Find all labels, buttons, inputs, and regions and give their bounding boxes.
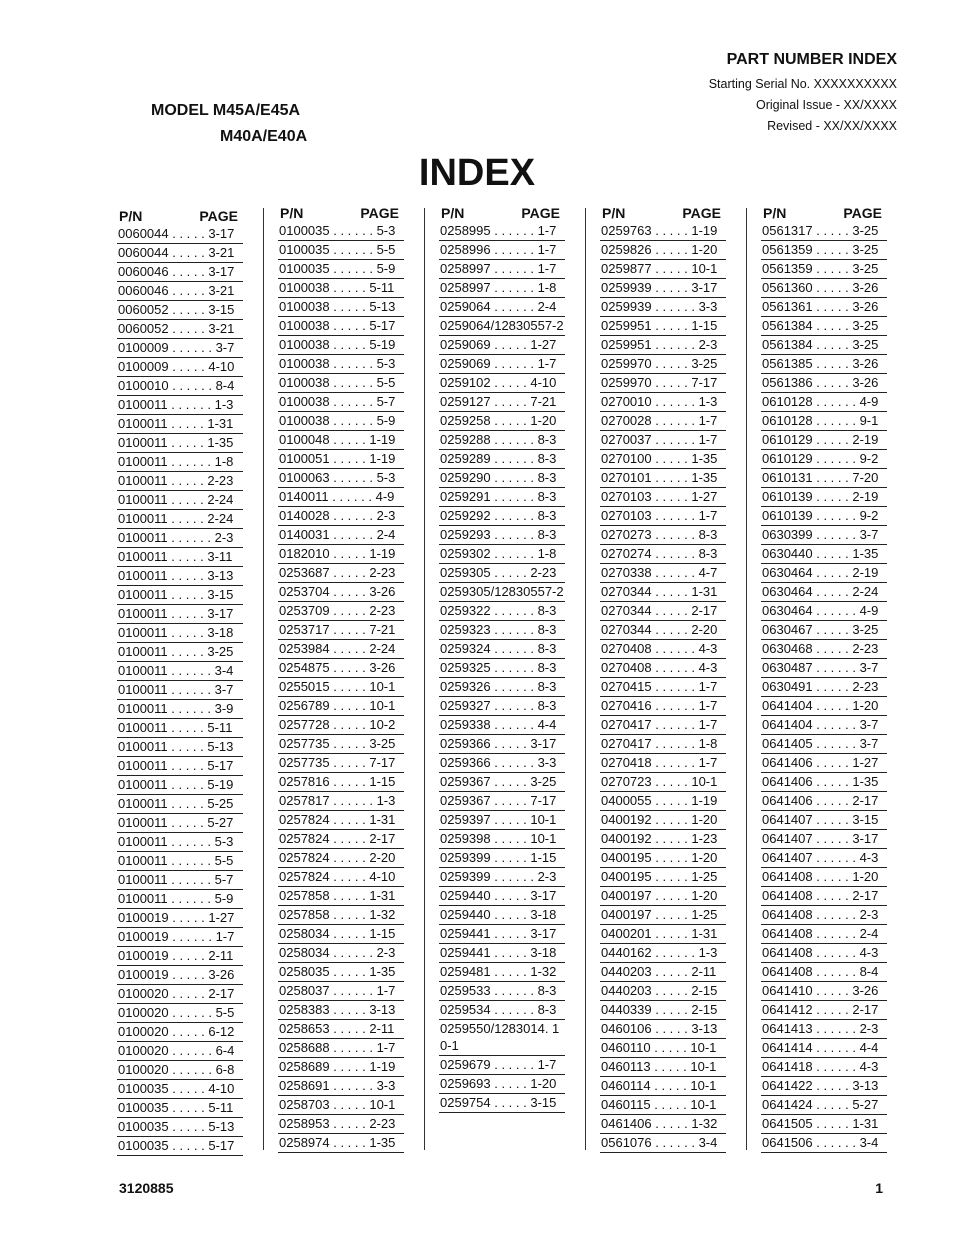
index-entry: 0259550/1283014. 10-1 (439, 1020, 565, 1056)
index-entry: 0060046 . . . . . 3-21 (117, 282, 243, 301)
index-entry: 0259102 . . . . . 4-10 (439, 374, 565, 393)
index-entry: 0630468 . . . . . 2-23 (761, 640, 887, 659)
index-entry: 0100020 . . . . . 2-17 (117, 985, 243, 1004)
index-entry: 0561384 . . . . . 3-25 (761, 336, 887, 355)
index-entry: 0400192 . . . . . 1-20 (600, 811, 726, 830)
index-entry: 0259693 . . . . . 1-20 (439, 1075, 565, 1094)
index-entry: 0400055 . . . . . 1-19 (600, 792, 726, 811)
index-entry: 0461406 . . . . . 1-32 (600, 1115, 726, 1134)
index-entry: 0253704 . . . . . 3-26 (278, 583, 404, 602)
index-entry: 0100011 . . . . . . 3-9 (117, 700, 243, 719)
index-entry: 0259481 . . . . . 1-32 (439, 963, 565, 982)
index-column-1 (117, 207, 243, 1156)
index-entry: 0259826 . . . . . 1-20 (600, 241, 726, 260)
index-entry: 0400201 . . . . . 1-31 (600, 925, 726, 944)
index-entry: 0641407 . . . . . . 4-3 (761, 849, 887, 868)
index-entry: 0100038 . . . . . . 5-9 (278, 412, 404, 431)
index-entry: 0561359 . . . . . 3-25 (761, 260, 887, 279)
index-entry: 0561317 . . . . . 3-25 (761, 222, 887, 241)
index-entry: 0641412 . . . . . 2-17 (761, 1001, 887, 1020)
index-column-5 (761, 204, 887, 1153)
index-entry: 0630399 . . . . . . 3-7 (761, 526, 887, 545)
index-entry: 0259325 . . . . . . 8-3 (439, 659, 565, 678)
index-entry: 0100035 . . . . . 5-17 (117, 1137, 243, 1156)
index-entry: 0270417 . . . . . . 1-7 (600, 716, 726, 735)
index-entry: 0641407 . . . . . 3-17 (761, 830, 887, 849)
index-entry: 0258974 . . . . . 1-35 (278, 1134, 404, 1153)
index-entry: 0100020 . . . . . . 6-4 (117, 1042, 243, 1061)
index-entry: 0270103 . . . . . 1-27 (600, 488, 726, 507)
index-entry: 0258037 . . . . . . 1-7 (278, 982, 404, 1001)
index-entry: 0100035 . . . . . . 5-9 (278, 260, 404, 279)
index-entry: 0259326 . . . . . . 8-3 (439, 678, 565, 697)
index-entry: 0100011 . . . . . 1-31 (117, 415, 243, 434)
index-entry: 0100020 . . . . . . 6-8 (117, 1061, 243, 1080)
index-entry: 0460113 . . . . . 10-1 (600, 1058, 726, 1077)
index-entry: 0641405 . . . . . . 3-7 (761, 735, 887, 754)
index-entry: 0100009 . . . . . 4-10 (117, 358, 243, 377)
header-block (709, 50, 897, 137)
index-entry: 0641408 . . . . . . 2-3 (761, 906, 887, 925)
index-entry: 0641404 . . . . . 1-20 (761, 697, 887, 716)
index-entry: 0100011 . . . . . 2-24 (117, 491, 243, 510)
index-entry: 0641413 . . . . . . 2-3 (761, 1020, 887, 1039)
index-entry: 0270723 . . . . . 10-1 (600, 773, 726, 792)
index-entry: 0256789 . . . . . 10-1 (278, 697, 404, 716)
index-entry: 0100011 . . . . . . 5-5 (117, 852, 243, 871)
index-entry: 0270100 . . . . . 1-35 (600, 450, 726, 469)
index-entry: 0100038 . . . . . 5-11 (278, 279, 404, 298)
index-entry: 0270010 . . . . . . 1-3 (600, 393, 726, 412)
index-entry: 0100011 . . . . . 3-25 (117, 643, 243, 662)
index-entry: 0258996 . . . . . . 1-7 (439, 241, 565, 260)
index-entry: 0257824 . . . . . 2-20 (278, 849, 404, 868)
pn-header: P/N (602, 205, 626, 221)
index-entry: 0259324 . . . . . . 8-3 (439, 640, 565, 659)
index-entry: 0400195 . . . . . 1-25 (600, 868, 726, 887)
index-column-3 (439, 204, 565, 1113)
index-entry: 0440339 . . . . . 2-15 (600, 1001, 726, 1020)
index-entry: 0100011 . . . . . . 3-7 (117, 681, 243, 700)
column-divider (263, 208, 264, 1150)
index-entry: 0610128 . . . . . . 9-1 (761, 412, 887, 431)
column-header (761, 204, 887, 222)
index-entry: 0610129 . . . . . 2-19 (761, 431, 887, 450)
index-entry: 0270408 . . . . . . 4-3 (600, 659, 726, 678)
index-entry: 0610131 . . . . . 7-20 (761, 469, 887, 488)
index-entry: 0100035 . . . . . 5-11 (117, 1099, 243, 1118)
index-entry: 0100035 . . . . . 4-10 (117, 1080, 243, 1099)
index-entry: 0630487 . . . . . . 3-7 (761, 659, 887, 678)
index-entry: 0257735 . . . . . 7-17 (278, 754, 404, 773)
index-entry: 0060052 . . . . . 3-15 (117, 301, 243, 320)
index-entry: 0641406 . . . . . 2-17 (761, 792, 887, 811)
model-line-2: M40A/E40A (220, 128, 308, 145)
index-entry: 0259440 . . . . . 3-17 (439, 887, 565, 906)
index-entry: 0641408 . . . . . 1-20 (761, 868, 887, 887)
index-entry: 0259763 . . . . . 1-19 (600, 222, 726, 241)
index-entry: 0641506 . . . . . . 3-4 (761, 1134, 887, 1153)
pn-header: P/N (763, 205, 787, 221)
column-divider (585, 208, 586, 1150)
index-entry: 0060044 . . . . . 3-17 (117, 225, 243, 244)
index-entry: 0641422 . . . . . 3-13 (761, 1077, 887, 1096)
index-entry: 0100038 . . . . . 5-13 (278, 298, 404, 317)
index-entry: 0259939 . . . . . 3-17 (600, 279, 726, 298)
index-entry: 0100011 . . . . . . 5-3 (117, 833, 243, 852)
index-entry: 0253984 . . . . . 2-24 (278, 640, 404, 659)
index-entry: 0100011 . . . . . 2-24 (117, 510, 243, 529)
index-entry: 0100038 . . . . . . 5-5 (278, 374, 404, 393)
index-entry: 0100035 . . . . . . 5-5 (278, 241, 404, 260)
index-entry: 0257728 . . . . . 10-2 (278, 716, 404, 735)
index-entry: 0258997 . . . . . . 1-7 (439, 260, 565, 279)
pn-header: P/N (441, 205, 465, 221)
index-entry: 0100038 . . . . . . 5-7 (278, 393, 404, 412)
revised-date: Revised - XX/XX/XXXX (767, 119, 897, 133)
index-entry: 0641418 . . . . . . 4-3 (761, 1058, 887, 1077)
index-entry: 0270037 . . . . . . 1-7 (600, 431, 726, 450)
index-entry: 0259533 . . . . . . 8-3 (439, 982, 565, 1001)
model-line-1: MODEL M45A/E45A (151, 102, 301, 119)
index-entry: 0270338 . . . . . . 4-7 (600, 564, 726, 583)
index-entry: 0254875 . . . . . 3-26 (278, 659, 404, 678)
index-entry: 0630440 . . . . . 1-35 (761, 545, 887, 564)
index-entry: 0270344 . . . . . 2-20 (600, 621, 726, 640)
index-entry: 0060046 . . . . . 3-17 (117, 263, 243, 282)
index-entry: 0259127 . . . . . 7-21 (439, 393, 565, 412)
index-entry: 0253709 . . . . . 2-23 (278, 602, 404, 621)
index-entry: 0259399 . . . . . 1-15 (439, 849, 565, 868)
pn-header: P/N (119, 208, 143, 224)
index-entry: 0140011 . . . . . . 4-9 (278, 488, 404, 507)
index-entry: 0270416 . . . . . . 1-7 (600, 697, 726, 716)
index-entry: 0258034 . . . . . . 2-3 (278, 944, 404, 963)
original-issue: Original Issue - XX/XXXX (755, 98, 897, 112)
index-entry: 0460110 . . . . . 10-1 (600, 1039, 726, 1058)
index-entry: 0460115 . . . . . 10-1 (600, 1096, 726, 1115)
index-entry: 0630464 . . . . . 2-19 (761, 564, 887, 583)
index-entry: 0641424 . . . . . 5-27 (761, 1096, 887, 1115)
index-entry: 0257858 . . . . . 1-31 (278, 887, 404, 906)
index-entry: 0100011 . . . . . 3-18 (117, 624, 243, 643)
index-entry: 0100009 . . . . . . 3-7 (117, 339, 243, 358)
index-entry: 0100011 . . . . . 5-27 (117, 814, 243, 833)
index-entry: 0561360 . . . . . 3-26 (761, 279, 887, 298)
index-entry: 0259398 . . . . . 10-1 (439, 830, 565, 849)
index-entry: 0259338 . . . . . . 4-4 (439, 716, 565, 735)
index-entry: 0259399 . . . . . . 2-3 (439, 868, 565, 887)
index-entry: 0258953 . . . . . 2-23 (278, 1115, 404, 1134)
index-entry: 0259397 . . . . . 10-1 (439, 811, 565, 830)
index-entry: 0561361 . . . . . 3-26 (761, 298, 887, 317)
index-entry: 0100011 . . . . . 3-17 (117, 605, 243, 624)
index-entry: 0259305/12830557-2 (439, 583, 565, 602)
index-entry: 0100011 . . . . . . 1-3 (117, 396, 243, 415)
index-entry: 0259534 . . . . . . 8-3 (439, 1001, 565, 1020)
index-entry: 0255015 . . . . . 10-1 (278, 678, 404, 697)
index-entry: 0259327 . . . . . . 8-3 (439, 697, 565, 716)
index-entry: 0270028 . . . . . . 1-7 (600, 412, 726, 431)
index-entry: 0259064/12830557-2 (439, 317, 565, 336)
index-entry: 0259289 . . . . . . 8-3 (439, 450, 565, 469)
index-entry: 0259323 . . . . . . 8-3 (439, 621, 565, 640)
index-entry: 0270101 . . . . . 1-35 (600, 469, 726, 488)
index-entry: 0270103 . . . . . . 1-7 (600, 507, 726, 526)
index-entry: 0100063 . . . . . . 5-3 (278, 469, 404, 488)
index-entry: 0100011 . . . . . 5-11 (117, 719, 243, 738)
index-entry: 0100038 . . . . . 5-17 (278, 317, 404, 336)
index-entry: 0259291 . . . . . . 8-3 (439, 488, 565, 507)
index-entry: 0259440 . . . . . 3-18 (439, 906, 565, 925)
index-entry: 0257824 . . . . . 2-17 (278, 830, 404, 849)
index-entry: 0440203 . . . . . 2-11 (600, 963, 726, 982)
index-entry: 0641414 . . . . . . 4-4 (761, 1039, 887, 1058)
index-entry: 0460114 . . . . . 10-1 (600, 1077, 726, 1096)
index-entry: 0140028 . . . . . . 2-3 (278, 507, 404, 526)
index-entry: 0259366 . . . . . 3-17 (439, 735, 565, 754)
index-entry: 0630467 . . . . . 3-25 (761, 621, 887, 640)
index-entry: 0100011 . . . . . . 2-3 (117, 529, 243, 548)
column-header (600, 204, 726, 222)
index-entry: 0100035 . . . . . . 5-3 (278, 222, 404, 241)
index-entry: 0100011 . . . . . 5-19 (117, 776, 243, 795)
index-entry: 0270418 . . . . . . 1-7 (600, 754, 726, 773)
page-number: 1 (875, 1180, 883, 1196)
index-entry: 0100020 . . . . . 6-12 (117, 1023, 243, 1042)
column-header (117, 207, 243, 225)
index-column-4 (600, 204, 726, 1153)
index-entry: 0270274 . . . . . . 8-3 (600, 545, 726, 564)
index-entry: 0259302 . . . . . . 1-8 (439, 545, 565, 564)
page-header: PAGE (199, 208, 238, 224)
index-entry: 0641408 . . . . . 2-17 (761, 887, 887, 906)
index-entry: 0641505 . . . . . 1-31 (761, 1115, 887, 1134)
index-entry: 0100011 . . . . . 5-25 (117, 795, 243, 814)
index-entry: 0259951 . . . . . 1-15 (600, 317, 726, 336)
index-entry: 0641406 . . . . . 1-27 (761, 754, 887, 773)
index-entry: 0258034 . . . . . 1-15 (278, 925, 404, 944)
index-entry: 0259441 . . . . . 3-18 (439, 944, 565, 963)
index-title: INDEX (418, 152, 536, 194)
index-entry: 0259069 . . . . . 1-27 (439, 336, 565, 355)
index-entry: 0440162 . . . . . . 1-3 (600, 944, 726, 963)
index-entry: 0258703 . . . . . 10-1 (278, 1096, 404, 1115)
index-entry: 0100051 . . . . . 1-19 (278, 450, 404, 469)
index-entry: 0100011 . . . . . 1-35 (117, 434, 243, 453)
index-entry: 0100011 . . . . . . 5-7 (117, 871, 243, 890)
index-entry: 0100010 . . . . . . 8-4 (117, 377, 243, 396)
document-number: 3120885 (119, 1180, 174, 1196)
index-entry: 0253687 . . . . . 2-23 (278, 564, 404, 583)
index-entry: 0400195 . . . . . 1-20 (600, 849, 726, 868)
page-header: PAGE (682, 205, 721, 221)
index-entry: 0561384 . . . . . 3-25 (761, 317, 887, 336)
index-entry: 0610139 . . . . . 2-19 (761, 488, 887, 507)
index-entry: 0610128 . . . . . . 4-9 (761, 393, 887, 412)
index-entry: 0400192 . . . . . 1-23 (600, 830, 726, 849)
index-entry: 0561076 . . . . . . 3-4 (600, 1134, 726, 1153)
index-entry: 0258383 . . . . . 3-13 (278, 1001, 404, 1020)
index-entry: 0100038 . . . . . 5-19 (278, 336, 404, 355)
index-entry: 0100011 . . . . . 3-13 (117, 567, 243, 586)
index-entry: 0561359 . . . . . 3-25 (761, 241, 887, 260)
index-entry: 0641408 . . . . . . 4-3 (761, 944, 887, 963)
index-entry: 0259322 . . . . . . 8-3 (439, 602, 565, 621)
index-entry: 0259754 . . . . . 3-15 (439, 1094, 565, 1113)
index-entry: 0460106 . . . . . 3-13 (600, 1020, 726, 1039)
section-title: PART NUMBER INDEX (726, 51, 897, 68)
page-header: PAGE (360, 205, 399, 221)
index-entry: 0641408 . . . . . . 8-4 (761, 963, 887, 982)
index-entry: 0641408 . . . . . . 2-4 (761, 925, 887, 944)
index-entry: 0100011 . . . . . . 5-9 (117, 890, 243, 909)
index-entry: 0561385 . . . . . 3-26 (761, 355, 887, 374)
index-entry: 0610129 . . . . . . 9-2 (761, 450, 887, 469)
index-entry: 0182010 . . . . . 1-19 (278, 545, 404, 564)
column-header (439, 204, 565, 222)
index-entry: 0100038 . . . . . . 5-3 (278, 355, 404, 374)
column-divider (746, 208, 747, 1150)
index-entry: 0259288 . . . . . . 8-3 (439, 431, 565, 450)
index-entry: 0630491 . . . . . 2-23 (761, 678, 887, 697)
index-entry: 0270344 . . . . . 1-31 (600, 583, 726, 602)
index-entry: 0257858 . . . . . 1-32 (278, 906, 404, 925)
index-entry: 0100019 . . . . . 2-11 (117, 947, 243, 966)
index-entry: 0100011 . . . . . . 3-4 (117, 662, 243, 681)
index-entry: 0257735 . . . . . 3-25 (278, 735, 404, 754)
index-entry: 0270417 . . . . . . 1-8 (600, 735, 726, 754)
index-entry: 0259293 . . . . . . 8-3 (439, 526, 565, 545)
index-entry: 0140031 . . . . . . 2-4 (278, 526, 404, 545)
index-entry: 0100011 . . . . . 2-23 (117, 472, 243, 491)
index-entry: 0258997 . . . . . . 1-8 (439, 279, 565, 298)
column-header (278, 204, 404, 222)
page-header: PAGE (521, 205, 560, 221)
index-entry: 0258995 . . . . . . 1-7 (439, 222, 565, 241)
index-entry: 0259679 . . . . . . 1-7 (439, 1056, 565, 1075)
index-entry: 0100011 . . . . . 3-11 (117, 548, 243, 567)
index-entry: 0100019 . . . . . . 1-7 (117, 928, 243, 947)
index-entry: 0259367 . . . . . 3-25 (439, 773, 565, 792)
index-entry: 0270344 . . . . . 2-17 (600, 602, 726, 621)
index-entry: 0641407 . . . . . 3-15 (761, 811, 887, 830)
index-entry: 0270415 . . . . . . 1-7 (600, 678, 726, 697)
index-entry: 0440203 . . . . . 2-15 (600, 982, 726, 1001)
index-entry: 0630464 . . . . . 2-24 (761, 583, 887, 602)
index-entry: 0100019 . . . . . 3-26 (117, 966, 243, 985)
index-entry: 0259064 . . . . . . 2-4 (439, 298, 565, 317)
index-entry: 0259939 . . . . . . 3-3 (600, 298, 726, 317)
index-entry: 0257824 . . . . . 1-31 (278, 811, 404, 830)
index-entry: 0400197 . . . . . 1-20 (600, 887, 726, 906)
index-entry: 0259441 . . . . . 3-17 (439, 925, 565, 944)
index-entry: 0258689 . . . . . 1-19 (278, 1058, 404, 1077)
index-entry: 0259970 . . . . . 7-17 (600, 374, 726, 393)
index-entry: 0060052 . . . . . 3-21 (117, 320, 243, 339)
index-entry: 0253717 . . . . . 7-21 (278, 621, 404, 640)
index-entry: 0060044 . . . . . 3-21 (117, 244, 243, 263)
index-entry: 0270408 . . . . . . 4-3 (600, 640, 726, 659)
pn-header: P/N (280, 205, 304, 221)
index-entry: 0100011 . . . . . . 1-8 (117, 453, 243, 472)
index-entry: 0259877 . . . . . 10-1 (600, 260, 726, 279)
index-entry: 0259290 . . . . . . 8-3 (439, 469, 565, 488)
starting-serial: Starting Serial No. XXXXXXXXXX (708, 77, 897, 91)
index-entry: 0100019 . . . . . 1-27 (117, 909, 243, 928)
index-entry: 0270273 . . . . . . 8-3 (600, 526, 726, 545)
index-entry: 0258035 . . . . . 1-35 (278, 963, 404, 982)
index-entry: 0259367 . . . . . 7-17 (439, 792, 565, 811)
index-entry: 0100048 . . . . . 1-19 (278, 431, 404, 450)
index-entry: 0259069 . . . . . . 1-7 (439, 355, 565, 374)
index-entry: 0561386 . . . . . 3-26 (761, 374, 887, 393)
index-entry: 0100011 . . . . . 3-15 (117, 586, 243, 605)
index-entry: 0641410 . . . . . 3-26 (761, 982, 887, 1001)
index-entry: 0259305 . . . . . 2-23 (439, 564, 565, 583)
index-entry: 0259258 . . . . . 1-20 (439, 412, 565, 431)
index-entry: 0641406 . . . . . 1-35 (761, 773, 887, 792)
index-entry: 0259951 . . . . . . 2-3 (600, 336, 726, 355)
index-entry: 0630464 . . . . . . 4-9 (761, 602, 887, 621)
index-entry: 0259970 . . . . . 3-25 (600, 355, 726, 374)
index-entry: 0100035 . . . . . 5-13 (117, 1118, 243, 1137)
index-entry: 0258691 . . . . . . 3-3 (278, 1077, 404, 1096)
index-entry: 0100011 . . . . . 5-13 (117, 738, 243, 757)
column-divider (424, 208, 425, 1150)
index-entry: 0259292 . . . . . . 8-3 (439, 507, 565, 526)
index-column-2 (278, 204, 404, 1153)
page-header: PAGE (843, 205, 882, 221)
index-entry: 0100011 . . . . . 5-17 (117, 757, 243, 776)
index-entry: 0258688 . . . . . . 1-7 (278, 1039, 404, 1058)
index-entry: 0257817 . . . . . . 1-3 (278, 792, 404, 811)
index-entry: 0610139 . . . . . . 9-2 (761, 507, 887, 526)
index-entry: 0641404 . . . . . . 3-7 (761, 716, 887, 735)
index-entry: 0100020 . . . . . . 5-5 (117, 1004, 243, 1023)
index-entry: 0259366 . . . . . . 3-3 (439, 754, 565, 773)
index-entry: 0257816 . . . . . 1-15 (278, 773, 404, 792)
index-entry: 0400197 . . . . . 1-25 (600, 906, 726, 925)
index-entry: 0257824 . . . . . 4-10 (278, 868, 404, 887)
index-entry: 0258653 . . . . . 2-11 (278, 1020, 404, 1039)
